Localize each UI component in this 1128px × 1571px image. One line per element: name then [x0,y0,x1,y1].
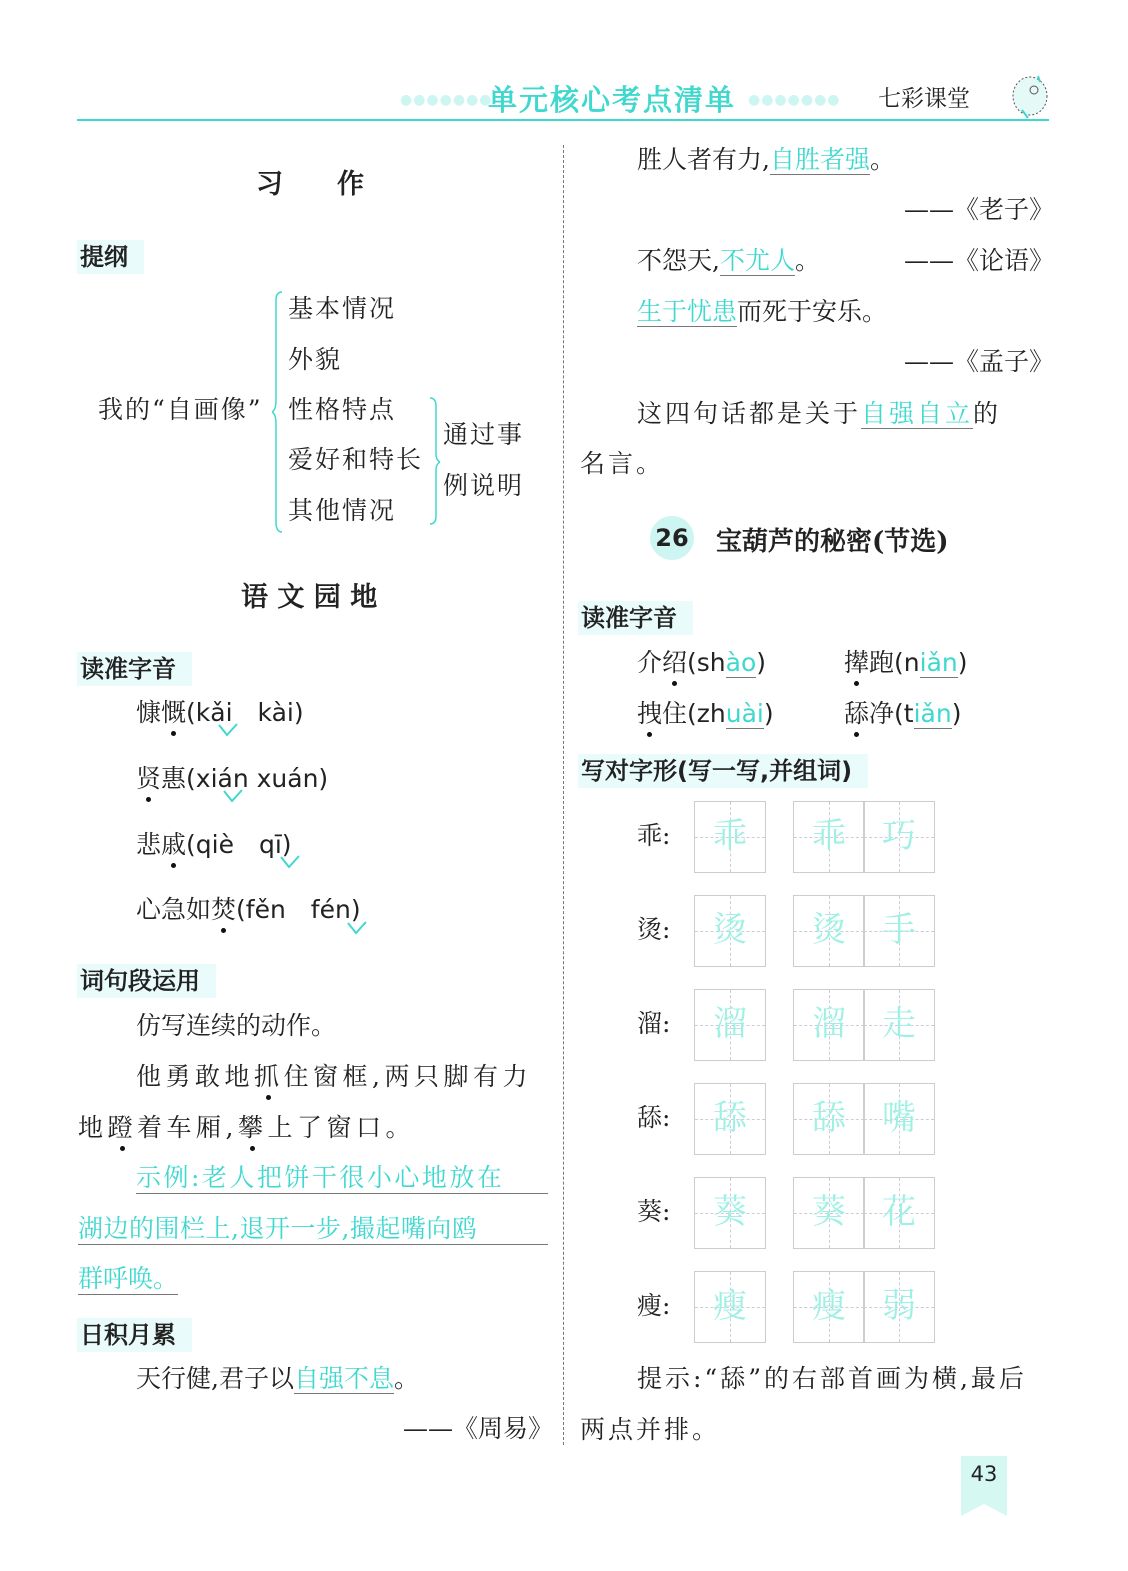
yuwen-heading: 语 文 园 地 [241,582,378,613]
section-phrase-usage: 词句段运用 [77,964,216,998]
word-char-answer: 手 [882,910,916,950]
word-char-answer: 烫 [812,910,846,950]
word-char-answer: 乖 [812,816,846,856]
quote-line: 不怨天,不尤人。 [637,246,820,275]
word-char-answer: 弱 [882,1286,916,1326]
example-answer-line: 群呼唤。 [78,1264,179,1293]
outline-item: 性格特点 [288,395,397,424]
outline-note: 例说明 [443,471,525,500]
char-box [694,895,766,967]
quote-source: ——《论语》 [904,246,1055,275]
char-label: 乖: [637,821,671,850]
summary-line: 名言。 [580,449,665,478]
word-box [793,989,865,1061]
pinyin-item: 撵跑(niǎn) [844,648,968,677]
word-box [863,1083,935,1155]
char-label: 舔: [637,1103,671,1132]
quote-line: 天行健,君子以自强不息。 [136,1364,419,1393]
char-answer: 乖 [713,816,747,856]
quote-source: ——《周易》 [403,1414,554,1443]
outline-sub-brace [428,396,440,528]
lesson-number-badge: 26 [650,516,694,560]
char-answer: 瘦 [713,1286,747,1326]
pinyin-item: 舔净(tiǎn) [844,699,962,728]
lesson-title: 宝葫芦的秘密(节选) [716,527,949,557]
outline-root: 我的“自画像” [98,395,263,424]
sentence-line: 他勇敢地抓住窗框,两只脚有力 [136,1062,532,1091]
check-icon [217,723,239,737]
quote-source: ——《老子》 [904,195,1055,224]
example-answer-line: 湖边的围栏上,退开一步,撮起嘴向鸥 [78,1214,548,1245]
outline-item: 外貌 [288,345,343,374]
char-box [694,801,766,873]
word-box [863,801,935,873]
check-icon [346,921,368,935]
char-answer: 舔 [713,1098,747,1138]
char-answer: 烫 [713,910,747,950]
pinyin-item: 介绍(shào) [637,648,767,677]
pinyin-item: 心急如焚(fěn fén) [136,895,361,924]
header-rule [77,119,1049,121]
pinyin-item: 贤惠(xián xuán) [136,764,329,793]
pinyin-item: 慷慨(kǎi kài) [136,698,304,727]
word-box [863,1177,935,1249]
column-divider [563,145,564,1445]
summary-line: 这四句话都是关于自强自立的 [637,399,1002,428]
char-box [694,989,766,1061]
char-answer: 葵 [713,1192,747,1232]
section-tigang: 提纲 [77,240,144,274]
header-title: 单元核心考点清单 [488,83,737,117]
char-box [694,1083,766,1155]
word-char-answer: 走 [882,1004,916,1044]
word-char-answer: 葵 [812,1192,846,1232]
outline-item: 基本情况 [288,294,397,323]
section-read-pronunciation: 读准字音 [77,652,192,686]
outline-note: 通过事 [443,420,525,449]
char-answer: 溜 [713,1004,747,1044]
page-number: 43 [970,1462,998,1486]
char-label: 溜: [637,1009,671,1038]
char-box [694,1177,766,1249]
word-box [863,989,935,1061]
word-box [793,1083,865,1155]
section-write-characters: 写对字形(写一写,并组词) [578,754,868,788]
task-text: 仿写连续的动作。 [136,1011,337,1040]
word-char-answer: 舔 [812,1098,846,1138]
example-answer-line: 示例:老人把饼干很小心地放在 [136,1163,548,1194]
char-label: 葵: [637,1197,671,1226]
outline-item: 爱好和特长 [288,445,424,474]
outline-brace [272,290,286,534]
quote-line: 生于忧患而死于安乐。 [637,297,888,326]
char-box [694,1271,766,1343]
word-box [793,1177,865,1249]
pinyin-item: 拽住(zhuài) [637,699,774,728]
word-box [793,801,865,873]
header-dots-right: ●●●●●●● [748,92,841,108]
header-brand: 七彩课堂 [878,86,970,112]
xizuo-heading: 习 作 [256,169,364,200]
word-box [793,1271,865,1343]
word-box [863,895,935,967]
outline-item: 其他情况 [288,496,397,525]
gourd-mascot-icon [1008,72,1050,120]
quote-line: 胜人者有力,自胜者强。 [637,145,895,174]
section-daily-accumulation: 日积月累 [77,1318,192,1352]
check-icon [279,855,301,869]
char-label: 烫: [637,915,671,944]
pinyin-item: 悲戚(qiè qī) [136,830,292,859]
section-read-pronunciation: 读准字音 [578,601,693,635]
tip-line: 两点并排。 [580,1415,721,1444]
header-dots-left: ●●●●●●● [400,92,493,108]
word-box [793,895,865,967]
word-char-answer: 溜 [812,1004,846,1044]
word-box [863,1271,935,1343]
word-char-answer: 巧 [882,816,916,856]
tip-line: 提示:“舔”的右部首画为横,最后 [637,1364,1027,1393]
word-char-answer: 瘦 [812,1286,846,1326]
quote-source: ——《孟子》 [904,347,1055,376]
char-label: 瘦: [637,1291,671,1320]
sentence-line: 地蹬着车厢,攀上了窗口。 [78,1113,416,1142]
check-icon [222,789,244,803]
word-char-answer: 嘴 [882,1098,916,1138]
word-char-answer: 花 [882,1192,916,1232]
